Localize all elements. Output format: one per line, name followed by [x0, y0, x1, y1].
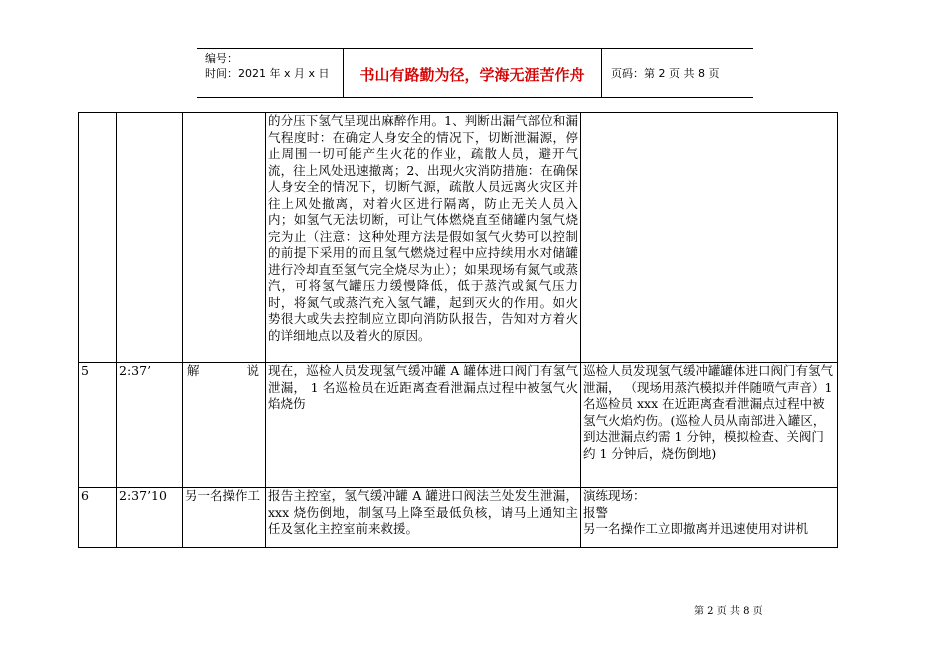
document-date: 时间：2021 年 x 月 x 日 [205, 67, 330, 80]
table-row [79, 363, 838, 488]
page-header [197, 48, 753, 98]
row-speech-cell: 现在，巡检人员发现氢气缓冲罐 A 罐体进口阀门有氢气泄漏， 1 名巡检员在近距离查看泄漏点过程中被氢气火焰烧伤 [266, 363, 581, 488]
row-speech-cell: 的分压下氢气呈现出麻醉作用。1、判断出漏气部位和漏气程度时：在确定人身安全的情况下，切断泄漏源，停止周围一切可能产生火花的作业，疏散人员，避开气流，往上风处迅速撤离；2、出现火灾消防措施：在确保人身安全的情况下，切断气源，疏散人员远离火灾区并往上风处撤离，对着火区进行隔离，防止无关人员入内；如氢气无法切断，可让气体燃烧直至储罐内氢气烧完为止（注意：这种处理方法是假如氢气火势可以控制的前提下采用的而且氢气燃烧过程中应持续用水对储罐进行冷却直至氢气完全烧尽为止）；如果现场有氮气或蒸汽，可将氢气罐压力缓慢降低，低于蒸汽或氮气压力时，将氮气或蒸汽充入氢气罐，起到灭火的作用。如火势很大或失去控制应立即向消防队报告，告知对方着火的详细地点以及着火的原因。 [266, 113, 581, 363]
header-meta [205, 51, 330, 81]
table-row [79, 113, 838, 363]
row-role-text: 说 [246, 363, 259, 378]
row-number-cell [79, 113, 117, 363]
table-row [79, 488, 838, 548]
row-action-cell: 演练现场： 报警 另一名操作工立即撤离并迅速使用对讲机 [581, 488, 838, 548]
row-role-cell [183, 113, 266, 363]
row-time-cell [117, 113, 183, 363]
row-role-cell [183, 363, 266, 488]
row-role-cell: 另一名操作工 [183, 488, 266, 548]
row-role-text: 解 [187, 363, 200, 378]
row-number-cell: 6 [79, 488, 117, 548]
page-footer: 第 2 页 共 8 页 [694, 606, 763, 617]
header-motto: 书山有路勤为径，学海无涯苦作舟 [359, 66, 585, 84]
row-action-cell [581, 113, 838, 363]
row-speech-cell: 报告主控室，氢气缓冲罐 A 罐进口阀法兰处发生泄漏，xxx 烧伤倒地，制氢马上降至最低负核，请马上通知主任及氢化主控室前来救援。 [266, 488, 581, 548]
drill-script-table [78, 112, 838, 548]
row-time-cell: 2:37’10 [117, 488, 183, 548]
document-number-label: 编号： [205, 52, 238, 65]
header-divider [601, 49, 602, 97]
header-page-info: 页码：第 2 页 共 8 页 [611, 67, 720, 80]
row-action-cell: 巡检人员发现氢气缓冲罐罐体进口阀门有氢气泄漏， （现场用蒸汽模拟并伴随喷气声音）1 名巡检员 xxx 在近距离查看泄漏点过程中被氢气火焰灼伤。(巡检人员从南部进入罐区，到达泄漏点约需 1 分钟，模拟检查、关阀门约 1 分钟后，烧伤倒地) [581, 363, 838, 488]
row-time-cell: 2:37’ [117, 363, 183, 488]
row-number-cell: 5 [79, 363, 117, 488]
